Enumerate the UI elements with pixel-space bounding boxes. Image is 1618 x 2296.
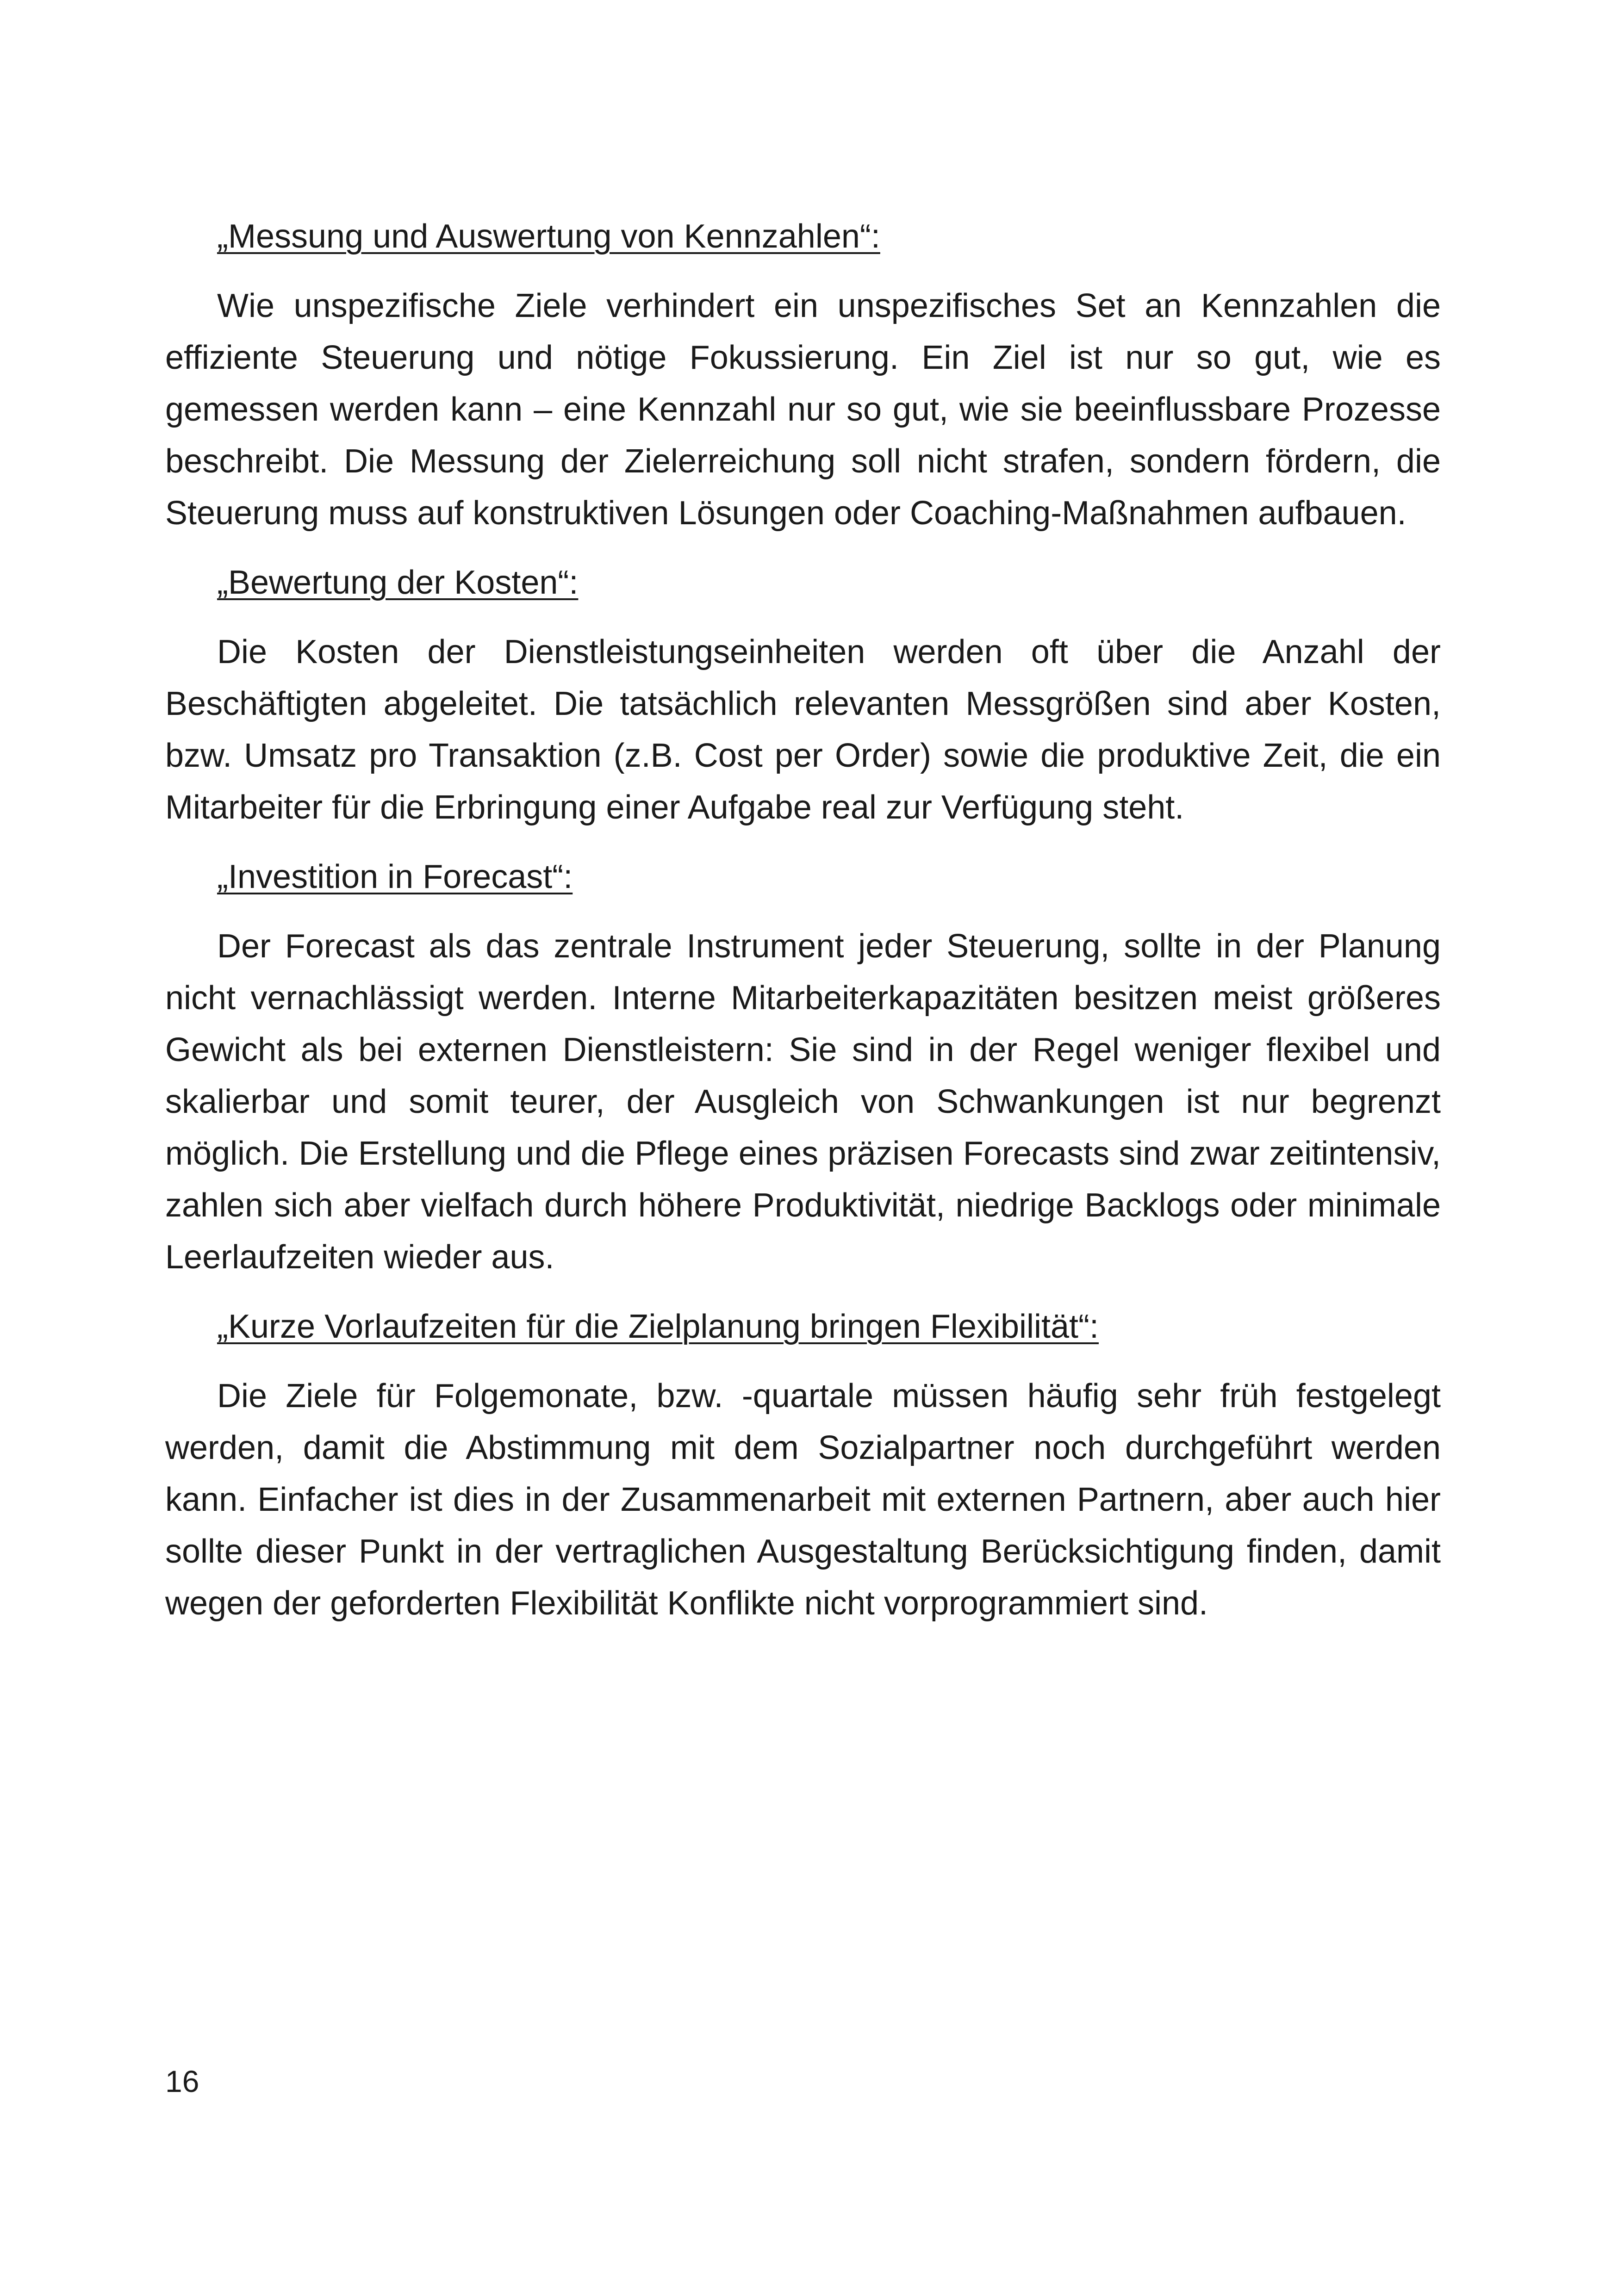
section-paragraph: Wie unspezifische Ziele verhindert ein unspezifisches Set an Kennzahlen die effiziente Steuerung und nötige Fokussierung. Ein Ziel ist nur so gut, wie es gemessen werden kann – eine Kennzahl nur so gut, wie sie beeinflussbare Prozesse beschreibt. Die Messung der Zielerreichung soll nicht strafen, sondern fördern, die Steuerung muss auf konstruktiven Lösungen oder Coaching-Maßnahmen aufbauen. (165, 287, 1441, 532)
section-kosten (165, 557, 1441, 833)
section-forecast (165, 851, 1441, 1283)
section-paragraph: Die Kosten der Dienstleistungseinheiten werden oft über die Anzahl der Beschäftigten abgeleitet. Die tatsächlich relevanten Messgrößen sind aber Kosten, bzw. Umsatz pro Transaktion (z.B. Cost per Order) sowie die produktive Zeit, die ein Mitarbeiter für die Erbringung einer Aufgabe real zur Verfügung steht. (165, 633, 1441, 826)
section-heading: „Investition in Forecast“: (217, 858, 573, 895)
section-paragraph: Die Ziele für Folgemonate, bzw. -quartale müssen häufig sehr früh festgelegt werden, damit die Abstimmung mit dem Sozialpartner noch durchgeführt werden kann. Einfacher ist dies in der Zusammenarbeit mit externen Partnern, aber auch hier sollte dieser Punkt in der vertraglichen Ausgestaltung Berücksichtigung finden, damit wegen der geforderten Flexibilität Konflikte nicht vorprogrammiert sind. (165, 1378, 1441, 1622)
section-zielplanung (165, 1301, 1441, 1629)
section-heading: „Messung und Auswertung von Kennzahlen“: (217, 218, 880, 255)
section-paragraph: Der Forecast als das zentrale Instrument jeder Steuerung, sollte in der Planung nicht vernachlässigt werden. Interne Mitarbeiterkapazitäten besitzen meist größeres Gewicht als bei externen Dienstleistern: Sie sind in der Regel weniger flexibel und skalierbar und somit teurer, der Ausgleich von Schwankungen ist nur begrenzt möglich. Die Erstellung und die Pflege eines präzisen Forecasts sind zwar zeitintensiv, zahlen sich aber vielfach durch höhere Produktivität, niedrige Backlogs oder minimale Leerlaufzeiten wieder aus. (165, 928, 1441, 1276)
page-number: 16 (165, 2064, 199, 2098)
page-body (165, 211, 1441, 1647)
section-heading: „Kurze Vorlaufzeiten für die Zielplanung bringen Flexibilität“: (217, 1308, 1099, 1345)
section-heading: „Bewertung der Kosten“: (217, 564, 579, 601)
section-kennzahlen (165, 211, 1441, 539)
